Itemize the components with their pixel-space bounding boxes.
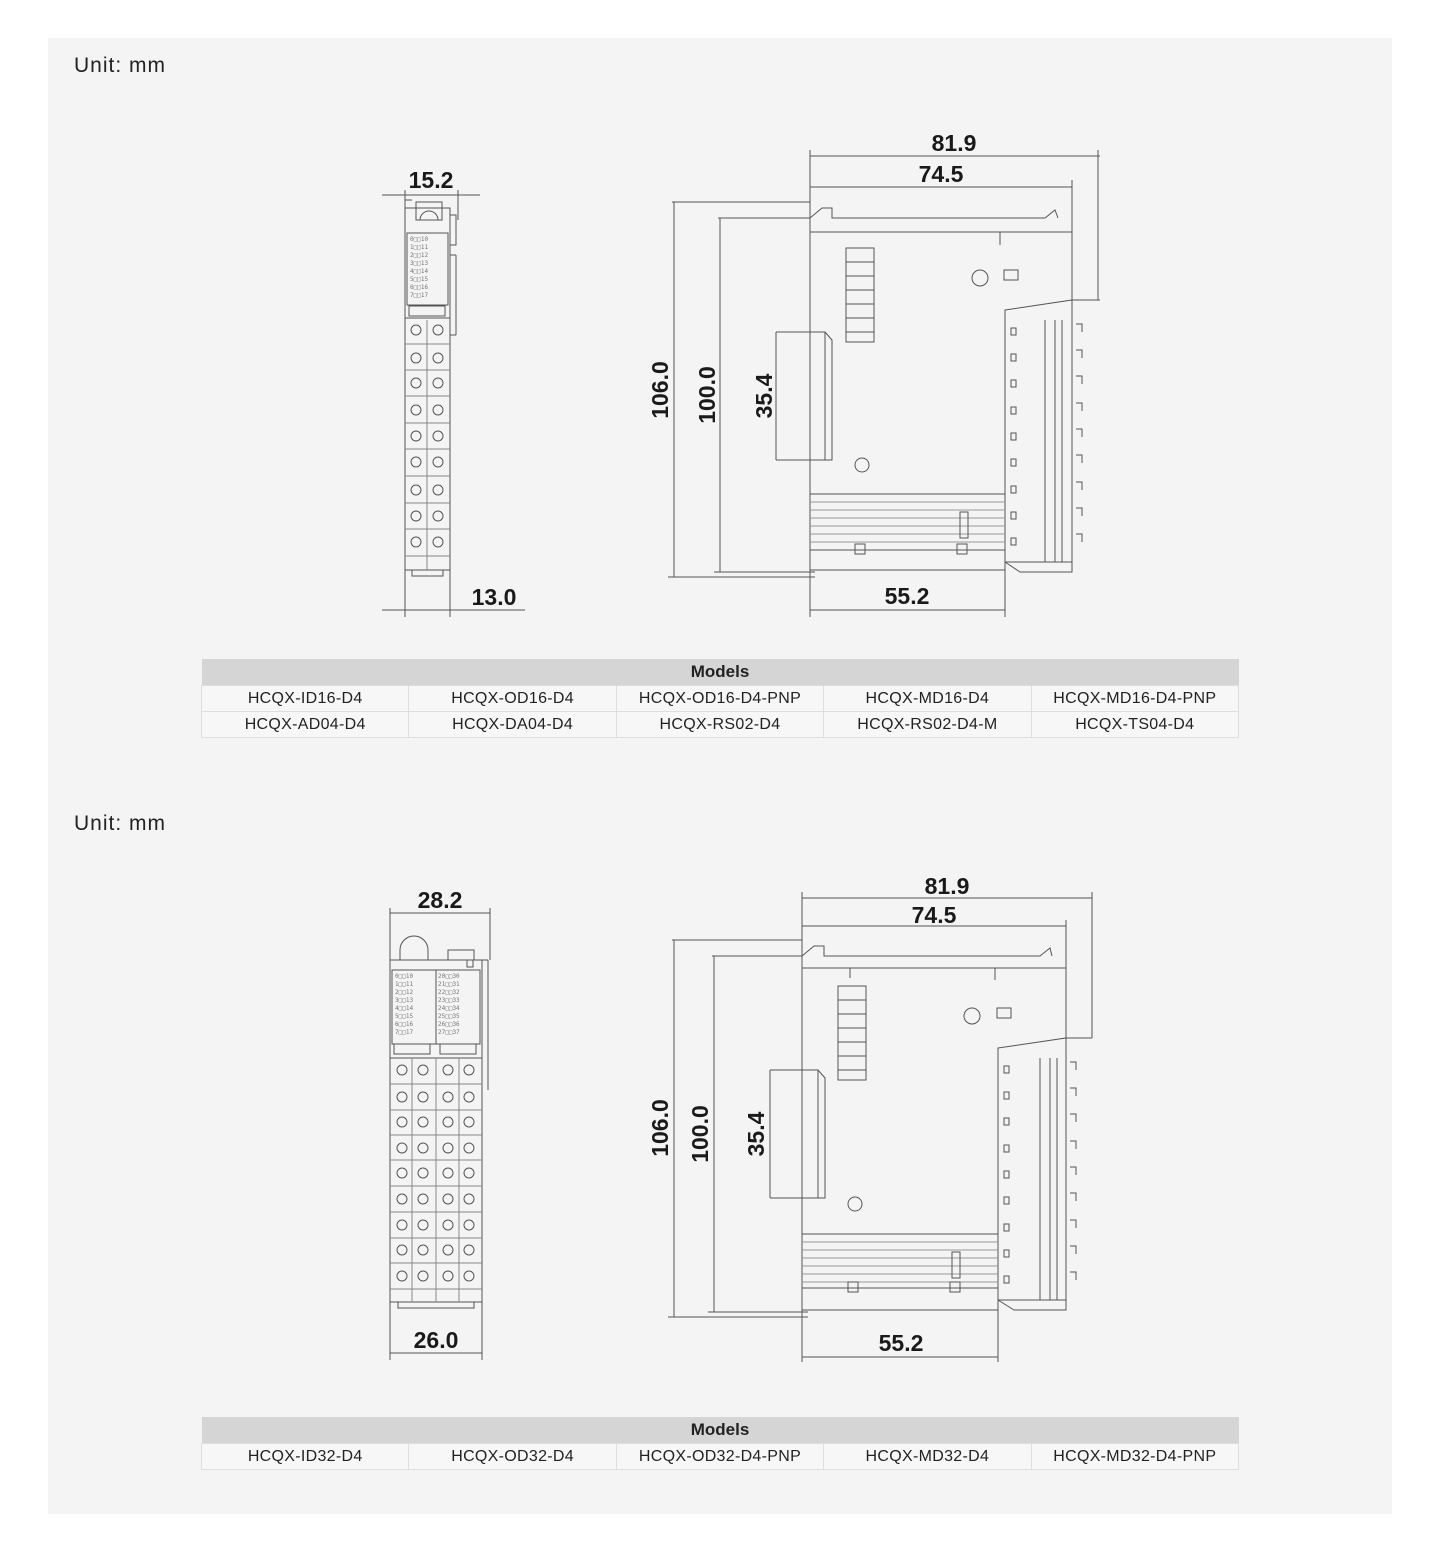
unit-label: Unit: mm: [74, 54, 166, 77]
dim-base-depth: 55.2: [878, 1330, 924, 1356]
dim-front-width-bottom: 26.0: [413, 1327, 459, 1353]
models-table-2: [201, 1417, 1239, 1470]
model-cell: HCQX-ID32-D4: [202, 1444, 409, 1470]
channel-label: 6□□16: [410, 284, 429, 291]
dim-depth-total: 81.9: [924, 873, 970, 899]
channel-label: 4□□14: [395, 1005, 414, 1012]
dimension-drawing-2: [0, 860, 1440, 1370]
channel-label: 4□□14: [410, 268, 429, 275]
dimension-drawing-1: [0, 120, 1440, 630]
channel-label: 0□□10: [395, 973, 414, 980]
dim-height-body: 100.0: [694, 366, 720, 424]
model-cell: HCQX-RS02-D4-M: [824, 712, 1031, 738]
models-table-1: [201, 659, 1239, 738]
channel-label: 6□□16: [395, 1021, 414, 1028]
unit-label: Unit: mm: [74, 812, 166, 835]
model-cell: HCQX-MD16-D4-PNP: [1031, 686, 1238, 712]
channel-label: 26□□36: [438, 1021, 460, 1028]
model-cell: HCQX-MD16-D4: [824, 686, 1031, 712]
dim-connector-height: 35.4: [743, 1111, 769, 1157]
model-cell: HCQX-MD32-D4-PNP: [1031, 1444, 1238, 1470]
channel-label: 2□□12: [410, 252, 429, 259]
dim-connector-height: 35.4: [751, 373, 777, 419]
channel-label: 5□□15: [395, 1013, 414, 1020]
dim-front-width-bottom: 13.0: [471, 584, 517, 610]
channel-label: 5□□15: [410, 276, 429, 283]
channel-label: 25□□35: [438, 1013, 460, 1020]
table-row: [202, 1444, 1239, 1470]
dim-front-width-top: 15.2: [408, 167, 454, 193]
channel-label: 1□□11: [395, 981, 414, 988]
model-cell: HCQX-OD32-D4-PNP: [616, 1444, 823, 1470]
model-cell: HCQX-AD04-D4: [202, 712, 409, 738]
side-view-1: [668, 150, 1100, 617]
model-cell: HCQX-OD32-D4: [409, 1444, 616, 1470]
front-view-1: [382, 190, 525, 617]
channel-label: 20□□30: [438, 973, 460, 980]
channel-label: 24□□34: [438, 1005, 460, 1012]
channel-label: 23□□33: [438, 997, 460, 1004]
model-cell: HCQX-TS04-D4: [1031, 712, 1238, 738]
drawing-svg-2: [0, 860, 1440, 1370]
dim-depth-main: 74.5: [911, 902, 957, 928]
front-view-2-labels: [395, 973, 460, 1036]
model-cell: HCQX-DA04-D4: [409, 712, 616, 738]
channel-label: 3□□13: [395, 997, 414, 1004]
side-view-2: [668, 892, 1092, 1362]
dim-base-depth: 55.2: [884, 583, 930, 609]
table-row: [202, 712, 1239, 738]
models-table-title: Models: [202, 1417, 1239, 1444]
model-cell: HCQX-ID16-D4: [202, 686, 409, 712]
dim-height-body: 100.0: [687, 1105, 713, 1163]
dim-depth-main: 74.5: [918, 161, 964, 187]
model-cell: HCQX-OD16-D4-PNP: [616, 686, 823, 712]
channel-label: 7□□17: [395, 1029, 414, 1036]
channel-label: 2□□12: [395, 989, 414, 996]
drawing-svg-1: [0, 120, 1440, 630]
model-cell: HCQX-OD16-D4: [409, 686, 616, 712]
model-cell: HCQX-RS02-D4: [616, 712, 823, 738]
channel-label: 21□□31: [438, 981, 460, 988]
models-table-title: Models: [202, 659, 1239, 686]
dim-depth-total: 81.9: [931, 130, 977, 156]
channel-label: 0□□10: [410, 236, 429, 243]
channel-label: 7□□17: [410, 292, 429, 299]
model-cell: HCQX-MD32-D4: [824, 1444, 1031, 1470]
table-row: [202, 686, 1239, 712]
channel-label: 3□□13: [410, 260, 429, 267]
channel-label: 22□□32: [438, 989, 460, 996]
dim-front-width-top: 28.2: [417, 887, 463, 913]
dim-height-total: 106.0: [647, 361, 673, 419]
front-view-1-labels: [410, 236, 428, 299]
dim-height-total: 106.0: [647, 1099, 673, 1157]
channel-label: 27□□37: [438, 1029, 460, 1036]
channel-label: 1□□11: [410, 244, 429, 251]
